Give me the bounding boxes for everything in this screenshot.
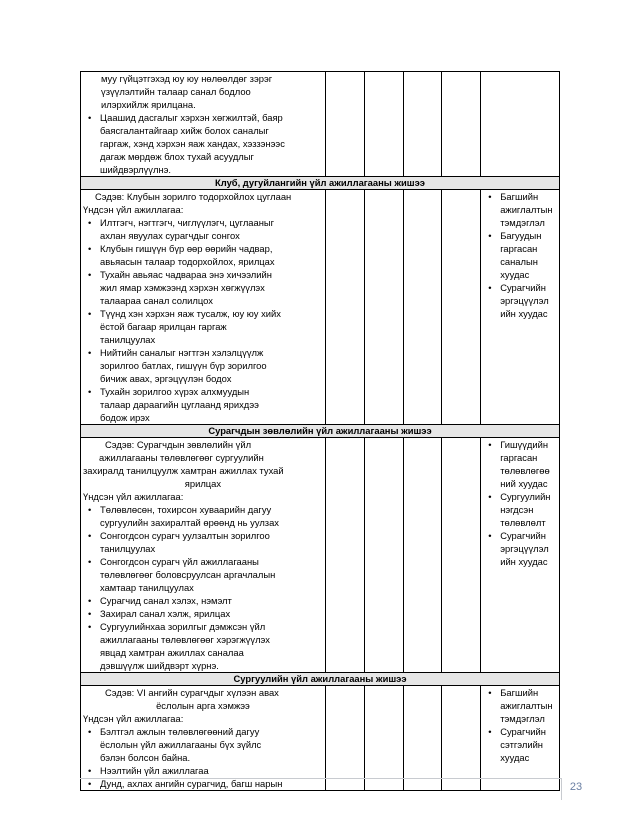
list-item: • Клубын гишүүн бүр өөр өөрийн чадвар, авьяасын талаар тодорхойлох, ярилцах: [100, 242, 323, 268]
empty-cell: [325, 72, 364, 177]
list-item: • Гишүүдийн гаргасан төлөвлөгөө ний хуудас: [500, 438, 557, 490]
bullet-list: [83, 503, 323, 672]
empty-cell: [403, 72, 442, 177]
activity-label: Үндсэн үйл ажиллагаа:: [83, 491, 184, 502]
list-item: • Багшийн ажиглалтын тэмдэглэл: [500, 686, 557, 725]
list-item: • Төлөвлөсөн, тохирсон хуваарийн дагуу сургуулийн захиралтай өрөөнд нь уулзах: [100, 503, 323, 529]
row1-content: [81, 72, 326, 177]
list-item: • Сонгогдсон сурагч үйл ажиллагааны төлөвлөгөөг боловсруулсан аргачлалын хамтаар танилцуулах: [100, 555, 323, 594]
section-header-row: [81, 177, 560, 190]
empty-cell: [442, 190, 481, 425]
list-item: • Нээлтийн үйл ажиллагаа: [100, 764, 323, 777]
topic-line: ажиллагааны төлөвлөгөөг сургуулийн: [99, 452, 264, 463]
list-item: • Сонгогдсон сурагч уулзалтын зорилгоо танилцуулах: [100, 529, 323, 555]
list-item: • Сургуулийнхаа зорилгыг дэмжсэн үйл ажиллагааны төлөвлөгөөг хэрэгжүүлэх явцад хамтран ажиллах саналаа дэвшүүлж шийдвэрт хүрнэ.: [100, 620, 323, 672]
list-item: • Илтгэгч, нэгтгэгч, чиглүүлэгч, цуглааныг ахлан явуулах сурагчдыг сонгох: [100, 216, 323, 242]
text-line: үзүүлэлтийн талаар санал бодлоо: [101, 86, 251, 97]
empty-cell: [403, 438, 442, 673]
evidence-list: [483, 190, 557, 320]
table-row: [81, 190, 560, 425]
text-line: муу гүйцэтгэхэд юу юу нөлөөлдөг зэрэг: [101, 73, 273, 84]
list-item: • Тухайн авьяас чадвараа энэ хичээлийн жил ямар хэмжээнд хэрхэн хөгжүүлэх талаараа санал солилцох: [100, 268, 323, 307]
table-row: [81, 438, 560, 673]
text-line: илэрхийлж ярилцана.: [101, 99, 196, 110]
section-header: Сурагчдын зөвлөлийн үйл ажиллагааны жишээ: [81, 425, 560, 438]
empty-cell: [403, 190, 442, 425]
empty-cell: [442, 438, 481, 673]
list-item: • Багуудын гаргасан саналын хуудас: [500, 229, 557, 281]
list-item: • Цаашид дасгалыг хэрхэн хөгжилтэй, баяр баясгалантайгаар хийж болох саналыг гаргаж, хэнд хэрхэн яаж хандах, хэззэнээс дагаж мөрдөж блох тухай асуудлыг шийдвэрлүүлнэ.: [100, 111, 323, 176]
empty-cell: [325, 190, 364, 425]
evidence-cell: [481, 190, 560, 425]
list-item: • Сурагчийн сэтгэлийн хуудас: [500, 725, 557, 764]
evidence-cell: [481, 686, 560, 791]
bullet-list: [83, 216, 323, 424]
section1-content: [81, 190, 326, 425]
topic-line: захиралд танилцуулж хамтран ажиллах тухай: [83, 465, 284, 476]
evidence-list: [483, 438, 557, 568]
footer-divider: [80, 778, 562, 779]
page-number: 23: [569, 781, 583, 793]
topic: Сэдэв: Клубын зорилго тодорхойлох цуглаан: [95, 191, 292, 202]
section-header: Сургуулийн үйл ажиллагааны жишээ: [81, 673, 560, 686]
empty-cell: [364, 686, 403, 791]
empty-cell: [325, 686, 364, 791]
list-item: • Түүнд хэн хэрхэн яаж тусалж, юу юу хийх ёстой багаар ярилцан гаргаж танилцуулах: [100, 307, 323, 346]
activity-label: Үндсэн үйл ажиллагаа:: [83, 713, 184, 724]
list-item: • Бэлтгэл ажлын төлөвлөгөөний дагуу ёслолын үйл ажиллагааны бүх зүйлс бэлэн болсон байна.: [100, 725, 323, 764]
activity-table: [80, 71, 560, 791]
list-item: • Сурагчийн эргэцүүлэл ийн хуудас: [500, 281, 557, 320]
list-item: • Багшийн ажиглалтын тэмдэглэл: [500, 190, 557, 229]
section3-content: [81, 686, 326, 791]
section-header: Клуб, дугуйлангийн үйл ажиллагааны жишээ: [81, 177, 560, 190]
empty-cell: [325, 438, 364, 673]
table-row: [81, 72, 560, 177]
list-item: • Сургуулийн нэгдсэн төлөвлөлт: [500, 490, 557, 529]
topic-line: ёслолын арга хэмжээ: [156, 700, 250, 711]
evidence-list: [483, 686, 557, 764]
activity-label: Үндсэн үйл ажиллагаа:: [83, 204, 184, 215]
list-item: • Тухайн зорилгоо хүрэх алхмуудын талаар дараагийн цуглаанд ярихдээ бодож ирэх: [100, 385, 323, 424]
empty-cell: [481, 72, 560, 177]
bullet-list: [83, 111, 323, 176]
section-header-row: [81, 425, 560, 438]
empty-cell: [364, 438, 403, 673]
list-item: • Сурагчид санал хэлэх, нэмэлт: [100, 594, 323, 607]
topic-line: ярилцах: [184, 478, 222, 489]
list-item: • Нийтийн саналыг нэгтгэн хэлэлцүүлж зорилгоо батлах, гишүүн бүр зорилгоо бичиж авах, эргэцүүлэн бодох: [100, 346, 323, 385]
empty-cell: [442, 686, 481, 791]
evidence-cell: [481, 438, 560, 673]
bullet-list: [83, 725, 323, 790]
list-item: • Захирал санал хэлж, ярилцах: [100, 607, 323, 620]
list-item: • Дунд, ахлах ангийн сурагчид, багш нарын: [100, 777, 323, 790]
topic-line: Сэдэв: VI ангийн сурагчдыг хүлээн авах: [105, 687, 279, 698]
section-header-row: [81, 673, 560, 686]
section2-content: [81, 438, 326, 673]
topic-line: Сэдэв: Сурагчдын зөвлөлийн үйл: [105, 439, 252, 450]
empty-cell: [364, 190, 403, 425]
empty-cell: [403, 686, 442, 791]
empty-cell: [442, 72, 481, 177]
empty-cell: [364, 72, 403, 177]
table-row: [81, 686, 560, 791]
list-item: • Сурагчийн эргэцүүлэл ийн хуудас: [500, 529, 557, 568]
